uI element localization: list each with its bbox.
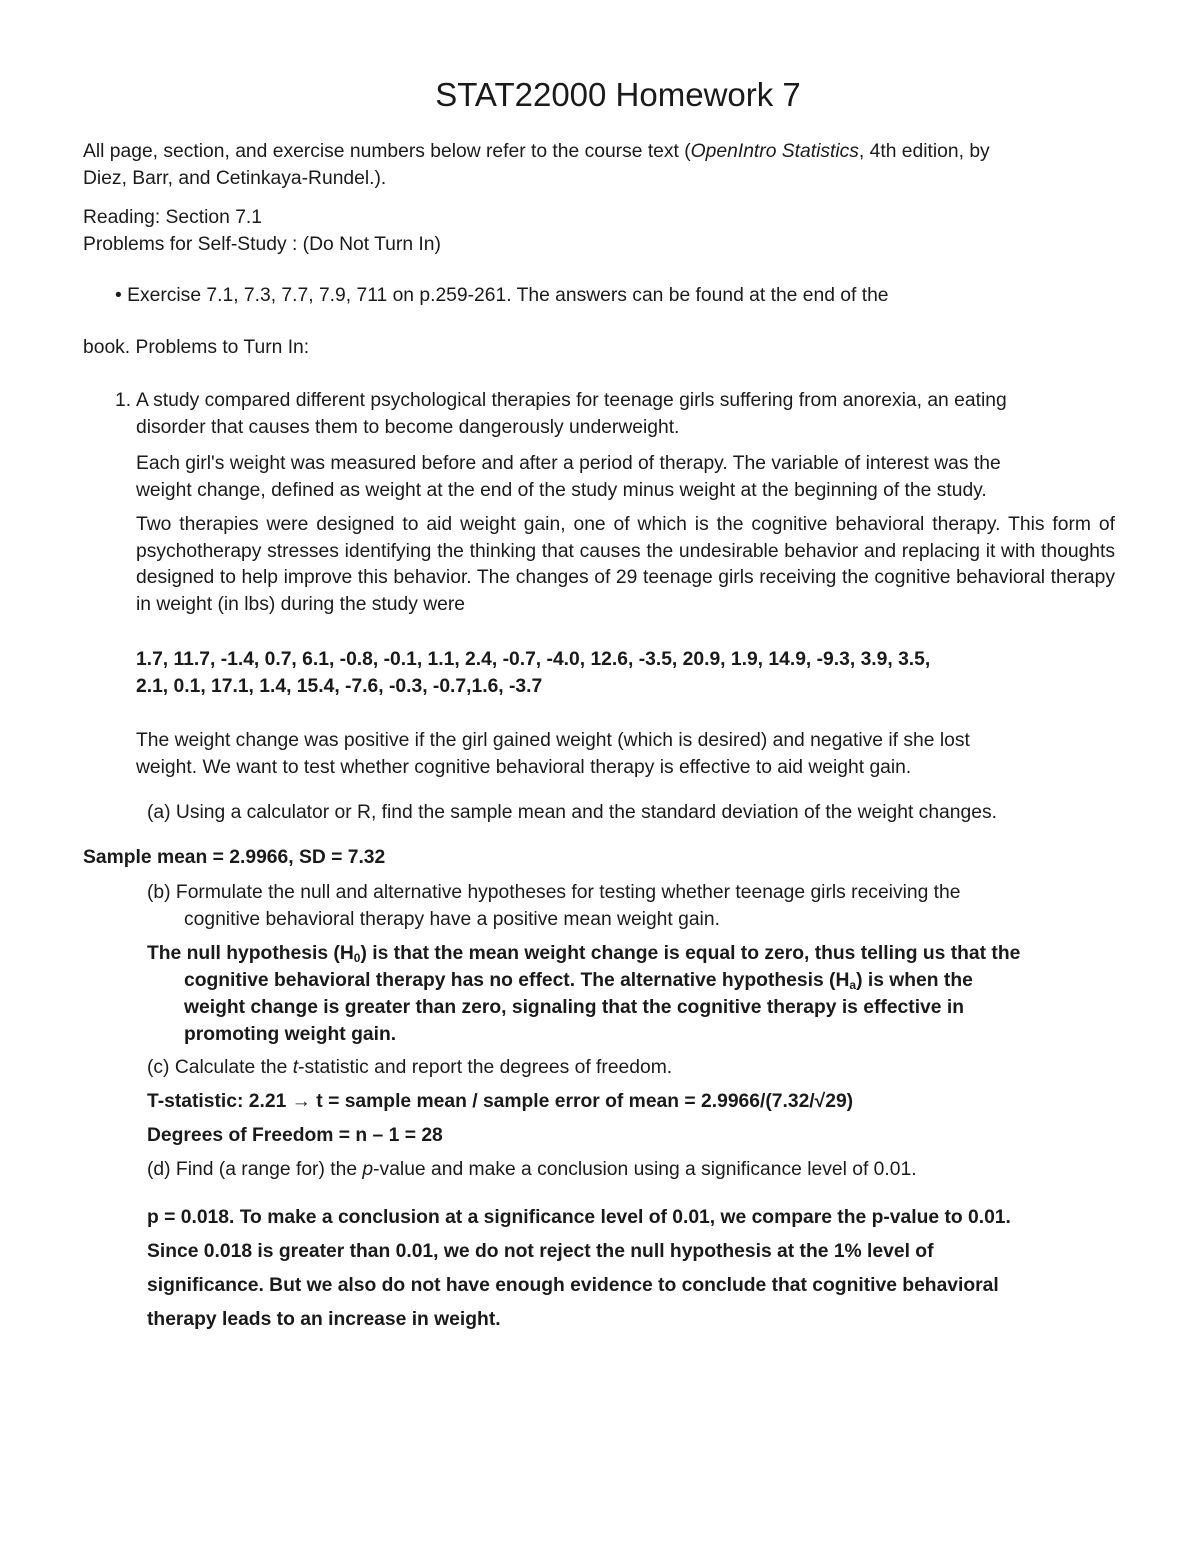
reading-line: Reading: Section 7.1	[83, 207, 263, 228]
problem-intro	[136, 387, 1007, 441]
part-d-answer-line-3: significance. But we also do not have enough evidence to conclude that cognitive behavioral	[147, 1275, 999, 1296]
intro-line-2: Diez, Barr, and Cetinkaya-Rundel.).	[83, 168, 387, 189]
part-b-answer-line-1	[147, 940, 1137, 967]
part-a-question: (a) Using a calculator or R, find the sample mean and the standard deviation of the weight changes.	[147, 802, 997, 823]
data-line-2: 2.1, 0.1, 17.1, 1.4, 15.4, -7.6, -0.3, -0.7,1.6, -3.7	[136, 676, 543, 697]
answer-b-text: ) is that the mean weight change is equal to zero, thus telling us that the	[360, 943, 1021, 964]
intro-paragraph	[83, 138, 1133, 192]
part-a-answer: Sample mean = 2.9966, SD = 7.32	[83, 847, 386, 868]
data-line-1: 1.7, 11.7, -1.4, 0.7, 6.1, -0.8, -0.1, 1.1, 2.4, -0.7, -4.0, 12.6, -3.5, 20.9, 1.9, 14.9, -9.3, 3.9, 3.5,	[136, 649, 931, 670]
part-b-answer	[147, 940, 1137, 1048]
part-b-question	[147, 879, 960, 933]
answer-b-text: The null hypothesis (H	[147, 943, 354, 964]
problem-number: 1.	[115, 390, 132, 411]
weight-change-data	[136, 646, 930, 700]
test-goal-line-2: weight. We want to test whether cognitive behavioral therapy is effective to aid weight gain.	[136, 757, 912, 778]
part-d-text: -value and make a conclusion using a significance level of 0.01.	[373, 1159, 917, 1180]
part-c-df-answer: Degrees of Freedom = n – 1 = 28	[147, 1125, 443, 1146]
test-goal-line-1: The weight change was positive if the girl gained weight (which is desired) and negative if she lost	[136, 730, 970, 751]
answer-b-text: cognitive behavioral therapy has no effect. The alternative hypothesis (H	[184, 970, 850, 991]
part-b-answer-line-3: weight change is greater than zero, signaling that the cognitive therapy is effective in	[184, 997, 964, 1018]
part-d-question	[147, 1156, 917, 1183]
intro-text-start: All page, section, and exercise numbers below refer to the course text (	[83, 141, 691, 162]
test-goal-paragraph	[136, 727, 970, 781]
part-b-line-2: cognitive behavioral therapy have a positive mean weight gain.	[184, 909, 720, 930]
weight-measure-paragraph	[136, 450, 1001, 504]
intro-text-end: , 4th edition, by	[858, 141, 990, 162]
part-d-answer-line-4: therapy leads to an increase in weight.	[147, 1309, 501, 1330]
null-subscript: 0	[353, 951, 361, 965]
weight-measure-line-1: Each girl's weight was measured before and after a period of therapy. The variable of interest was the	[136, 453, 1001, 474]
part-c-t-answer: T-statistic: 2.21 → t = sample mean / sample error of mean = 2.9966/(7.32/√29)	[147, 1091, 854, 1112]
answer-b-text: ) is when the	[856, 970, 973, 991]
part-d-answer-line-2: Since 0.018 is greater than 0.01, we do not reject the null hypothesis at the 1% level of	[147, 1241, 934, 1262]
part-b-line-1: (b) Formulate the null and alternative hypotheses for testing whether teenage girls receiving the	[147, 882, 961, 903]
problem-intro-line-2: disorder that causes them to become dangerously underweight.	[136, 417, 680, 438]
weight-measure-line-2: weight change, defined as weight at the end of the study minus weight at the beginning of the study.	[136, 480, 987, 501]
part-c-text: (c) Calculate the	[147, 1057, 293, 1078]
page-title: STAT22000 Homework 7	[435, 76, 801, 113]
part-c-italic: t	[292, 1057, 299, 1078]
self-study-heading: Problems for Self-Study : (Do Not Turn In)	[83, 234, 441, 255]
self-study-bullet: • Exercise 7.1, 7.3, 7.7, 7.9, 711 on p.259-261. The answers can be found at the end of the	[115, 285, 889, 306]
intro-line-1	[83, 138, 1133, 165]
part-b-answer-line-2	[147, 967, 1137, 994]
part-d-text: (d) Find (a range for) the	[147, 1159, 363, 1180]
problem-intro-line-1: A study compared different psychological therapies for teenage girls suffering from anorexia, an eating	[136, 390, 1007, 411]
alt-subscript: a	[849, 978, 857, 992]
part-d-answer	[147, 1201, 1011, 1337]
part-c-text: -statistic and report the degrees of freedom.	[298, 1057, 673, 1078]
part-d-answer-line-1: p = 0.018. To make a conclusion at a significance level of 0.01, we compare the p-value to 0.01.	[147, 1207, 1011, 1228]
book-title: OpenIntro Statistics	[690, 141, 859, 162]
therapy-description-paragraph: Two therapies were designed to aid weight gain, one of which is the cognitive behavioral therapy. This form of psychotherapy stresses identifying the thinking that causes the undesirable behavior and replacing it with thoughts designed to help improve this behavior. The changes of 29 teenage girls receiving the cognitive behavioral therapy in weight (in lbs) during the study were	[136, 514, 1115, 615]
part-b-answer-line-4: promoting weight gain.	[184, 1024, 397, 1045]
part-c-question	[147, 1054, 672, 1081]
part-d-italic: p	[362, 1159, 374, 1180]
turn-in-line: book. Problems to Turn In:	[83, 337, 310, 358]
